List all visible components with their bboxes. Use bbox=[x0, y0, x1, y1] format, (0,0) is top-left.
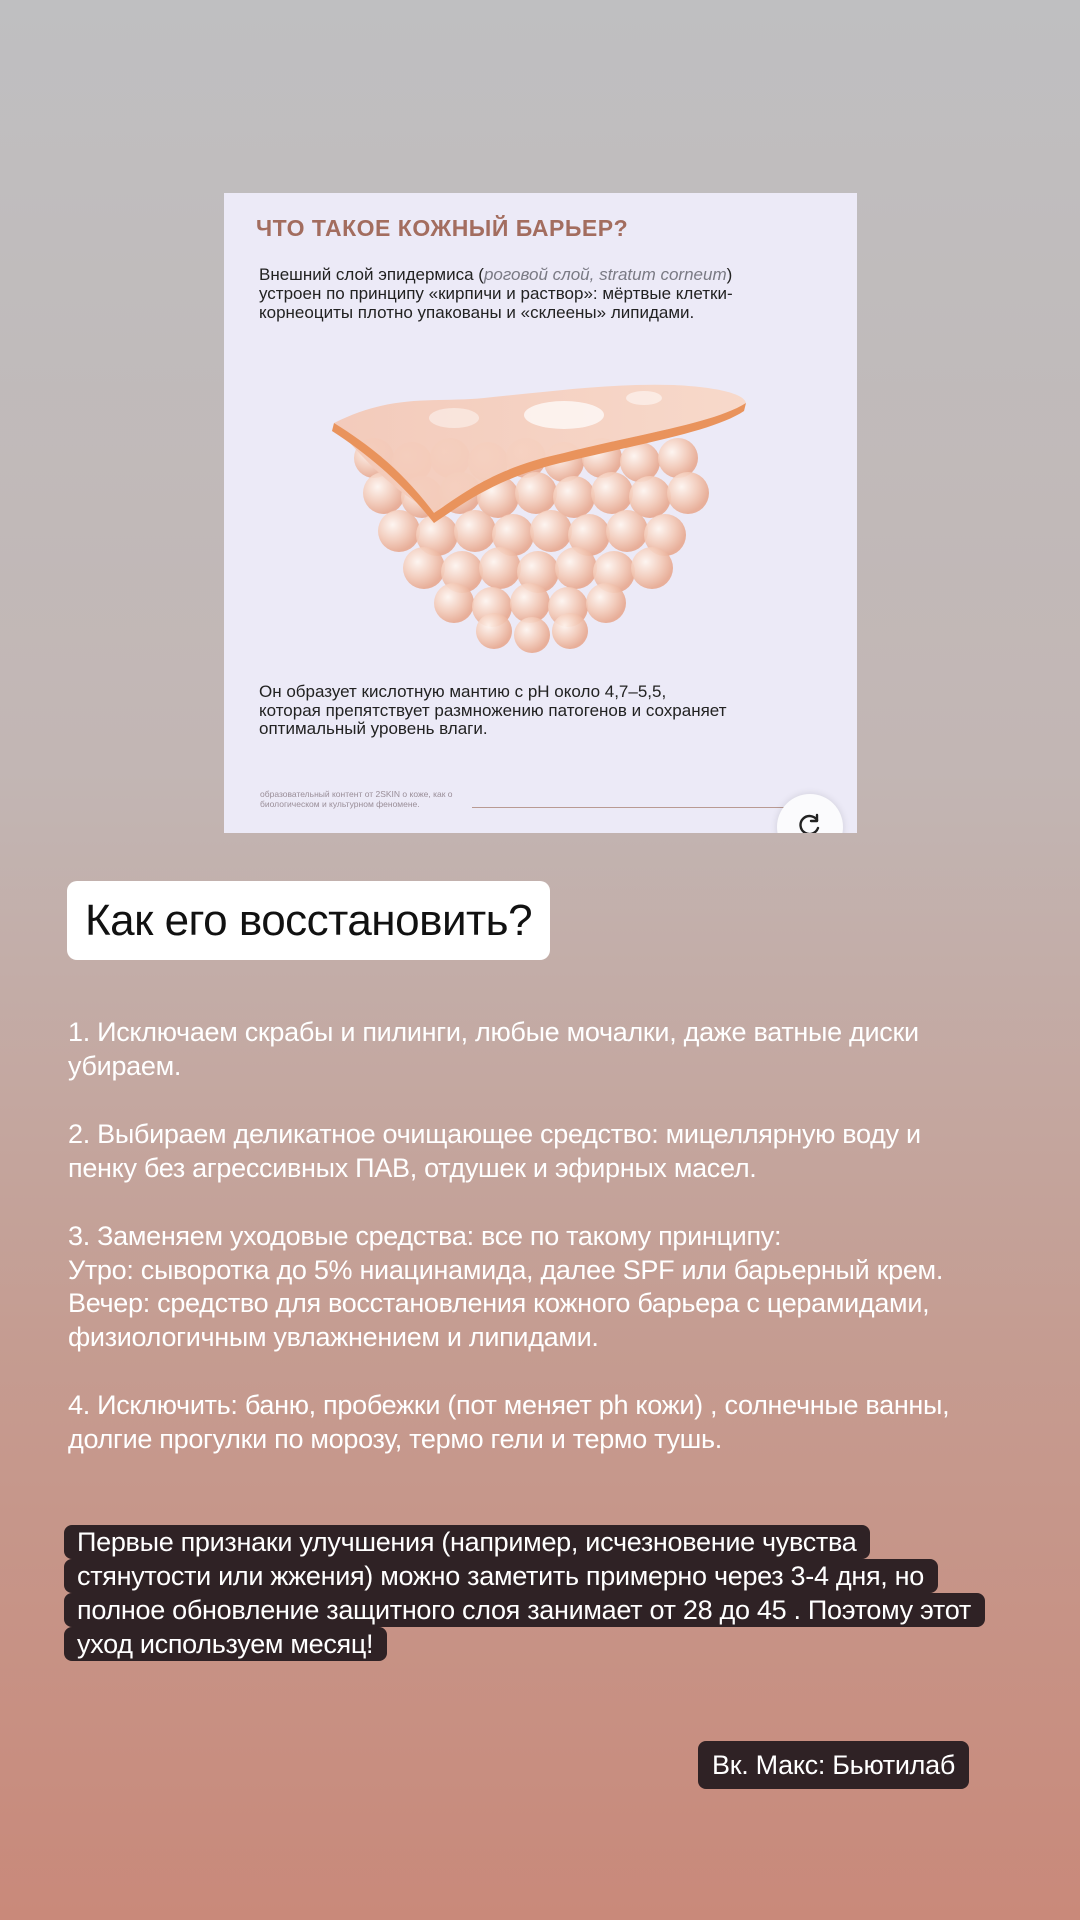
steps-list bbox=[68, 1016, 1028, 1491]
callout-line-3: полное обновление защитного слоя занимает от 28 до 45 . Поэтому этот bbox=[64, 1593, 985, 1627]
cell-bubble bbox=[378, 510, 420, 552]
skin-layers-illustration bbox=[314, 363, 754, 663]
cell-bubble bbox=[606, 510, 648, 552]
cell-bubble bbox=[658, 438, 698, 478]
callout-line-4: уход используем месяц! bbox=[64, 1627, 387, 1661]
callout-text bbox=[64, 1525, 985, 1661]
cell-bubble bbox=[514, 617, 550, 653]
skin-barrier-card bbox=[224, 193, 857, 833]
heading-text: Как его восстановить? bbox=[85, 895, 533, 945]
callout-line-2: стянутости или жжения) можно заметить примерно через 3-4 дня, но bbox=[64, 1559, 938, 1593]
step-4: 4. Исключить: баню, пробежки (пот меняет ph кожи) , солнечные ванны, долгие прогулки по морозу, термо гели и термо тушь. bbox=[68, 1390, 950, 1454]
step-3: 3. Заменяем уходовые средства: все по такому принципу: Утро: сыворотка до 5% ниацинамида, далее SPF или барьерный крем. Вечер: средство для восстановления кожного барьера с церамидами, физиологичным увлажнением и липидами. bbox=[68, 1221, 944, 1352]
signature-label: Вк. Макс: Бьютилаб bbox=[698, 1741, 969, 1789]
repost-button[interactable] bbox=[777, 794, 843, 833]
cell-bubble bbox=[591, 472, 633, 514]
card-intro-part1: Внешний слой эпидермиса ( bbox=[259, 265, 484, 284]
cell-bubble bbox=[403, 547, 445, 589]
cell-bubble bbox=[620, 442, 660, 482]
card-footnote: образовательный контент от 2SKIN о коже, как о биологическом и культурном феномене. bbox=[260, 789, 453, 809]
repost-icon bbox=[797, 812, 823, 833]
step-2: 2. Выбираем деликатное очищающее средство: мицеллярную воду и пенку без агрессивных ПАВ, отдушек и эфирных масел. bbox=[68, 1119, 921, 1183]
cell-bubble bbox=[552, 613, 588, 649]
card-intro bbox=[259, 265, 759, 322]
cell-bubble bbox=[479, 547, 521, 589]
cell-bubble bbox=[555, 547, 597, 589]
cell-bubble bbox=[476, 613, 512, 649]
card-intro-part2: ) устроен по принципу «кирпичи и раствор»: мёртвые клетки-корнеоциты плотно упакованы и «склеены» липидами. bbox=[259, 265, 733, 322]
card-divider bbox=[472, 807, 817, 808]
heading-label bbox=[67, 881, 550, 960]
cell-bubble bbox=[553, 476, 595, 518]
cell-bubble bbox=[515, 472, 557, 514]
cell-bubble bbox=[667, 472, 709, 514]
card-outro: Он образует кислотную мантию с pH около 4,7–5,5, которая препятствует размножению патогенов и сохраняет оптимальный уровень влаги. bbox=[259, 682, 727, 738]
cell-bubble bbox=[510, 583, 550, 623]
cell-bubble bbox=[629, 476, 671, 518]
card-title: ЧТО ТАКОЕ КОЖНЫЙ БАРЬЕР? bbox=[256, 215, 629, 241]
card-intro-italic: роговой слой, stratum corneum bbox=[483, 265, 727, 284]
callout-line-1: Первые признаки улучшения (например, исчезновение чувства bbox=[64, 1525, 870, 1559]
step-1: 1. Исключаем скрабы и пилинги, любые мочалки, даже ватные диски убираем. bbox=[68, 1017, 919, 1081]
cell-bubble bbox=[530, 510, 572, 552]
cell-bubble bbox=[631, 547, 673, 589]
cell-bubble bbox=[434, 583, 474, 623]
cell-bubble bbox=[454, 510, 496, 552]
cell-bubble bbox=[586, 583, 626, 623]
